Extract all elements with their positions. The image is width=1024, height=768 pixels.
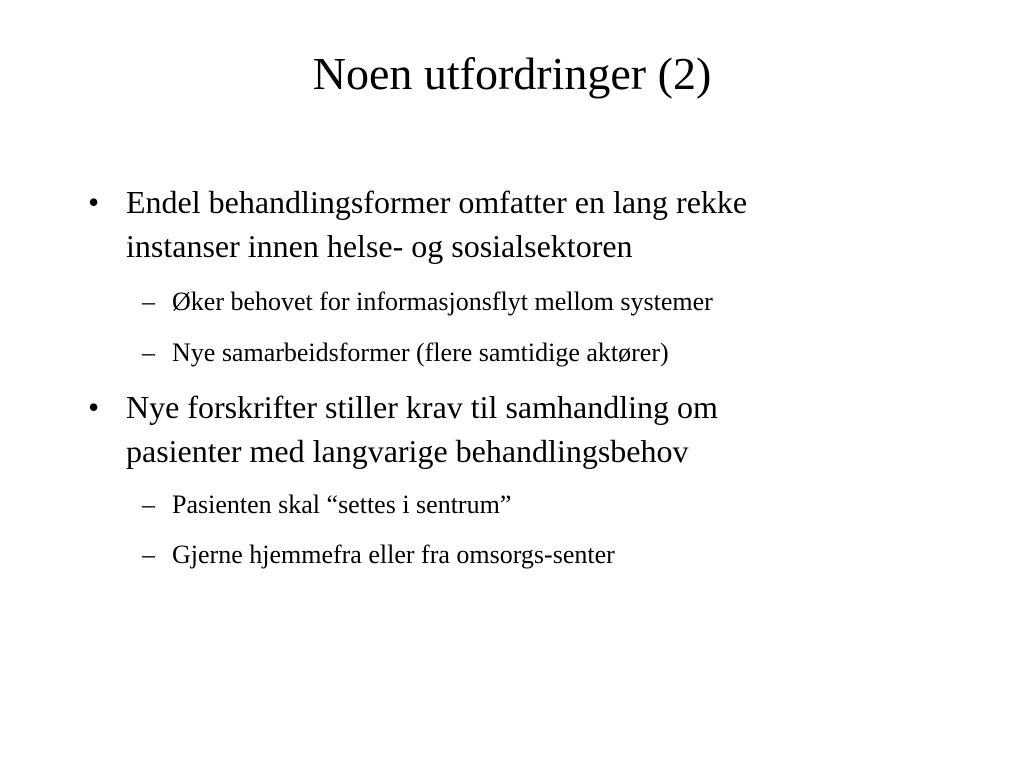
bullet-item-1-line-1: Endel behandlingsformer omfatter en lang rekke <box>126 184 748 220</box>
sub-item-1-2-text: Nye samarbeidsformer (flere samtidige aktører) <box>172 338 669 367</box>
dash-marker: – <box>142 287 155 316</box>
bullet-item-2 <box>88 385 916 473</box>
slide-title: Noen utfordringer (2) <box>312 48 712 99</box>
sub-item-1-1-text: Øker behovet for informasjonsflyt mellom systemer <box>172 287 713 316</box>
bullet-item-1-line-2: instanser innen helse- og sosialsektoren <box>126 228 633 264</box>
dash-marker: – <box>142 490 155 519</box>
sub-item-2-2-text: Gjerne hjemmefra eller fra omsorgs-senter <box>172 540 615 569</box>
bullet-item-1 <box>88 180 916 268</box>
bullet-marker: • <box>88 389 100 425</box>
bullet-item-2-line-1: Nye forskrifter stiller krav til samhandling om <box>126 389 718 425</box>
bullet-item-2-line-2: pasienter med langvarige behandlingsbehov <box>126 433 689 469</box>
sub-item-2-1 <box>142 488 932 522</box>
sub-item-1-2 <box>142 336 932 370</box>
sub-item-2-1-text: Pasienten skal “settes i sentrum” <box>172 490 512 519</box>
sub-item-1-1 <box>142 285 932 319</box>
bullet-marker: • <box>88 184 100 220</box>
sub-item-2-2 <box>142 538 932 572</box>
dash-marker: – <box>142 540 155 569</box>
dash-marker: – <box>142 338 155 367</box>
